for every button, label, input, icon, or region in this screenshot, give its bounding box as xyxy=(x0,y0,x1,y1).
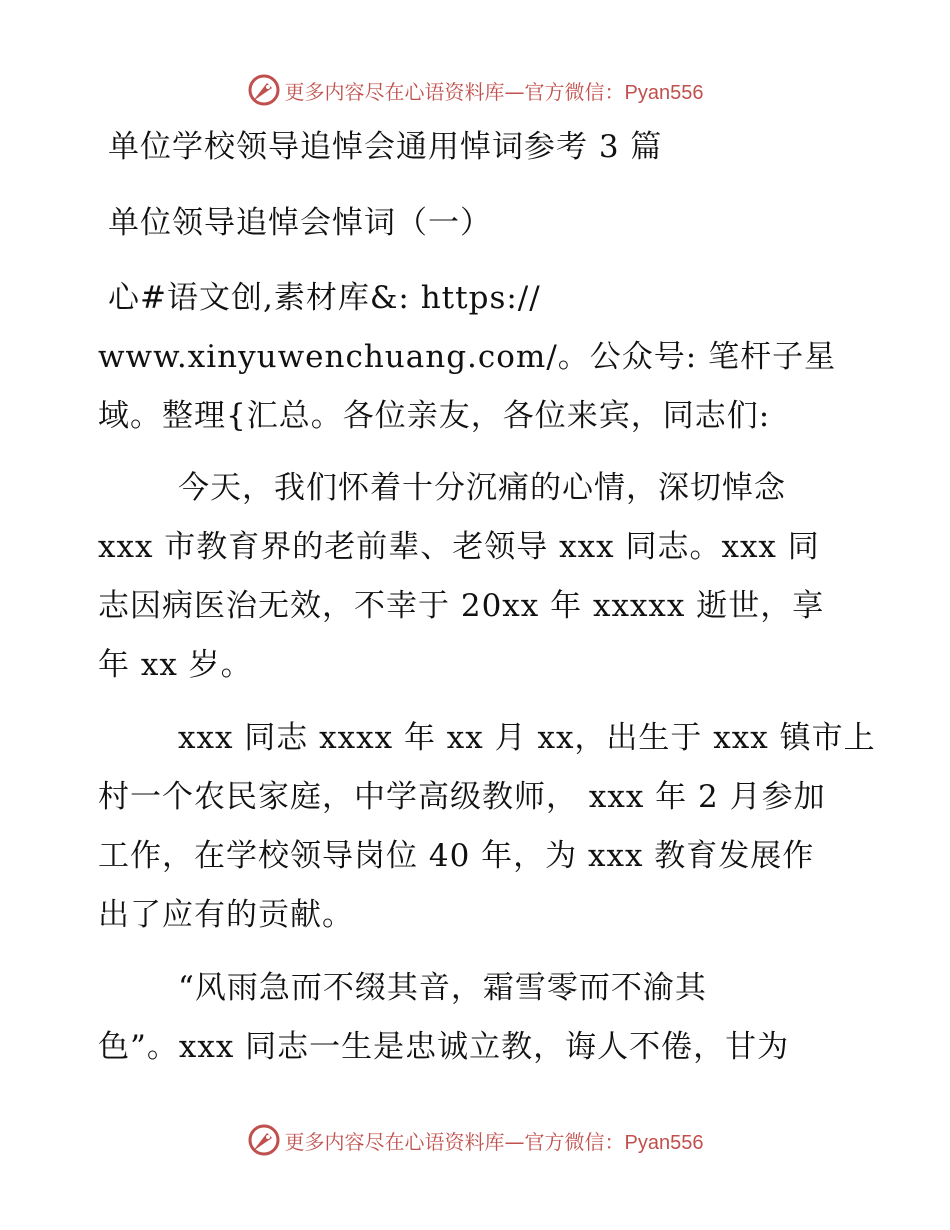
body-line: 志因病医治无效，不幸于 20xx 年 xxxxx 逝世，享 xyxy=(98,588,825,624)
body-line: 今天，我们怀着十分沉痛的心情，深切悼念 xyxy=(178,470,786,506)
banner-library-text: 更多内容尽在心语资料库 xyxy=(284,79,505,104)
body-line: xxx 同志 xxxx 年 xx 月 xx，出生于 xxx 镇市上 xyxy=(178,720,876,756)
banner-wechat-label: 官方微信： xyxy=(524,1129,625,1154)
header-banner xyxy=(0,70,950,110)
banner-text xyxy=(285,76,704,105)
body-line: 心#语文创,素材库&: https:// xyxy=(108,280,541,316)
pen-nib-circle-icon xyxy=(247,73,281,107)
banner-text xyxy=(285,1126,704,1155)
banner-library-text: 更多内容尽在心语资料库 xyxy=(284,1129,505,1154)
pen-nib-circle-icon xyxy=(247,1123,281,1157)
footer-banner xyxy=(0,1120,950,1160)
document-title: 单位学校领导追悼会通用悼词参考 3 篇 xyxy=(108,129,663,165)
banner-wechat-id: Pyan556 xyxy=(624,81,704,104)
body-line: 出了应有的贡献。 xyxy=(98,897,354,933)
banner-dash: — xyxy=(504,1129,525,1154)
body-line: 年 xx 岁。 xyxy=(98,647,253,683)
body-line: 色”。xxx 同志一生是忠诚立教，诲人不倦，甘为 xyxy=(98,1029,790,1065)
banner-wechat-id: Pyan556 xyxy=(624,1131,704,1154)
body-line: 村一个农民家庭，中学高级教师， xxx 年 2 月参加 xyxy=(98,779,826,815)
banner-dash: — xyxy=(504,79,525,104)
body-line: www.xinyuwenchuang.com/。公众号: 笔杆子星 xyxy=(98,339,837,375)
body-line: 工作，在学校领导岗位 40 年，为 xxx 教育发展作 xyxy=(98,838,815,874)
body-line: 域。整理{汇总。各位亲友，各位来宾，同志们: xyxy=(98,398,771,434)
body-line: “风雨急而不缀其音，霜雪零而不渝其 xyxy=(178,970,707,1006)
body-line: xxx 市教育界的老前辈、老领导 xxx 同志。xxx 同 xyxy=(98,529,820,565)
section-title: 单位领导追悼会悼词（一） xyxy=(108,205,492,241)
banner-wechat-label: 官方微信： xyxy=(524,79,625,104)
